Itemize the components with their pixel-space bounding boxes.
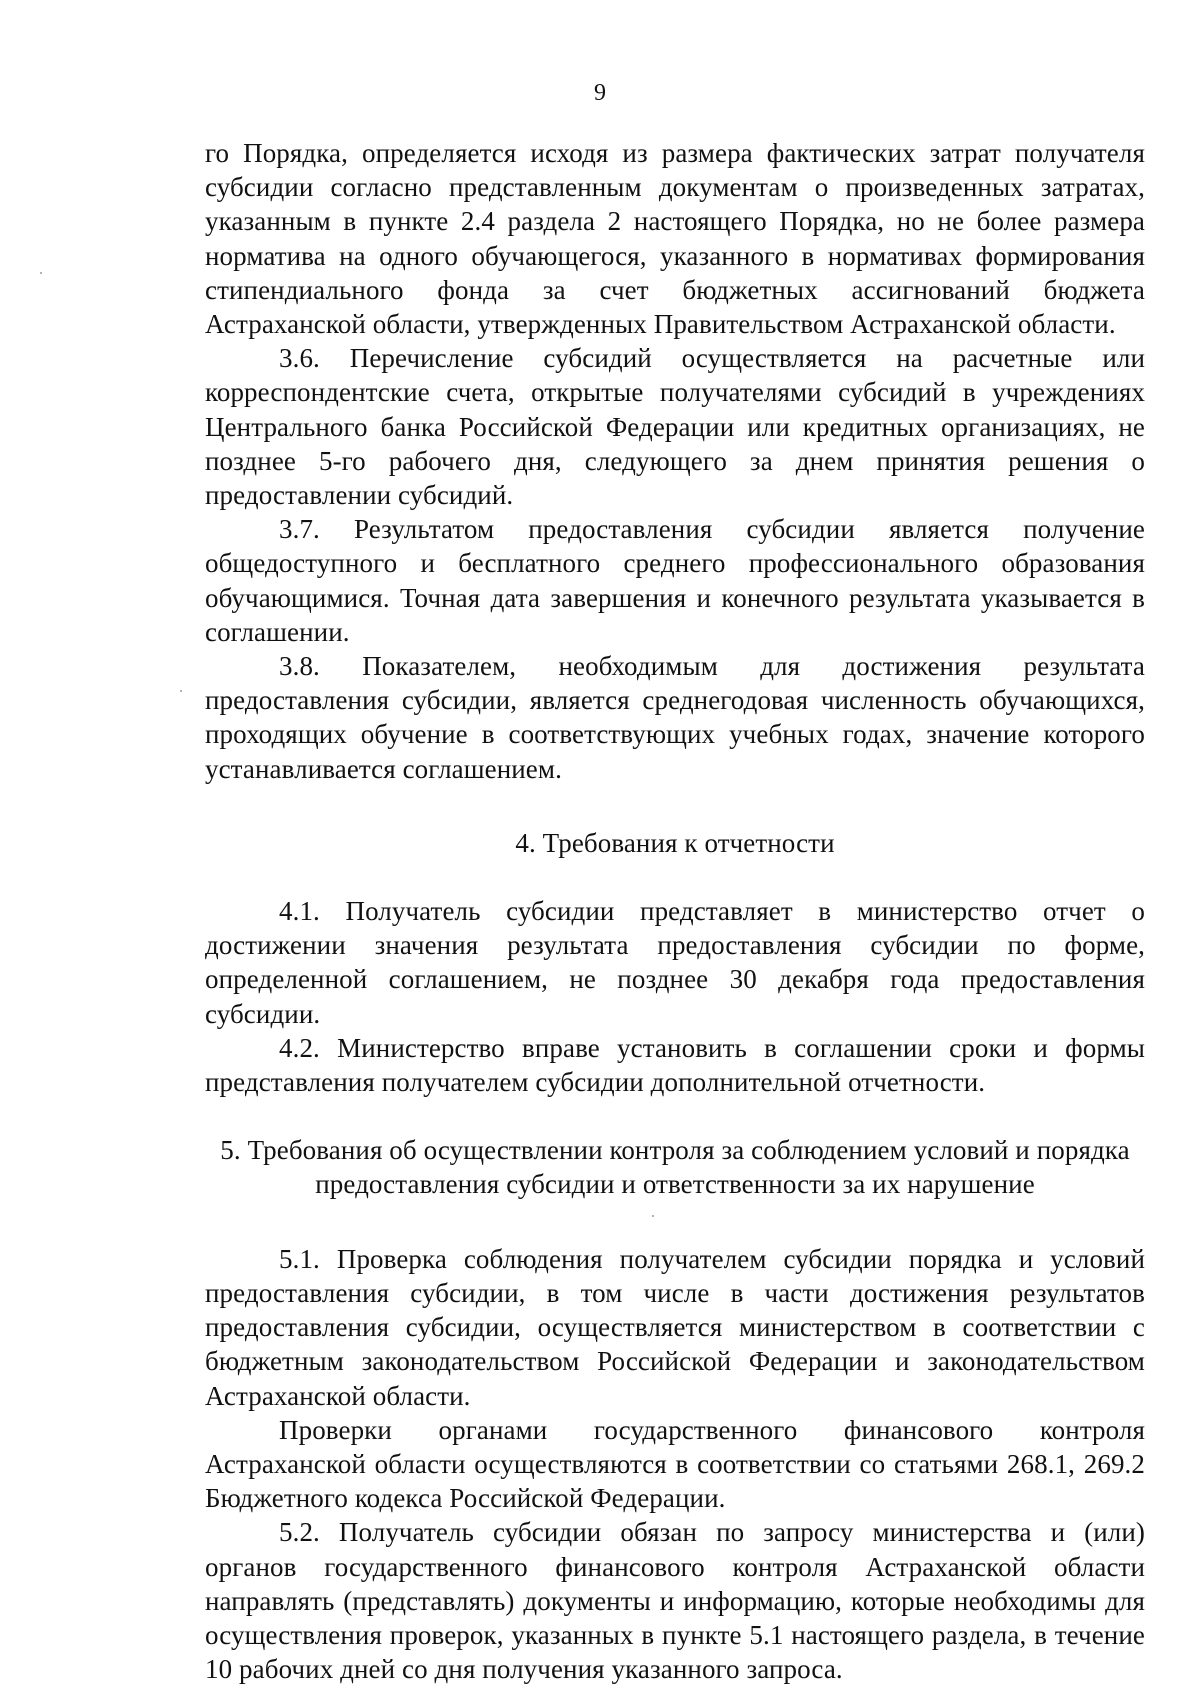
section-4-heading: 4. Требования к отчетности (515, 827, 835, 858)
paragraph-3-8: 3.8. Показателем, необходимым для достижения результата предоставления субсидии, является среднегодовая численность обучающихся, проходящих обучение в соответствующих учебных годах, значение которого устанавливается соглашением. (205, 651, 1145, 784)
paragraph-5-1: 5.1. Проверка соблюдения получателем субсидии порядка и условий предоставления субсидии, в том числе в части достижения результатов предоставления субсидии, осуществляется министерством в соответствии с бюджетным законодательством Российской Федерации и законодательством Астраханской области. (205, 1243, 1145, 1411)
document-body (205, 136, 1145, 1686)
section-5-heading: 5. Требования об осуществлении контроля за соблюдением условий и порядка предоставления субсидии и ответственности за их нарушение (220, 1135, 1130, 1200)
scan-speck (652, 1215, 654, 1217)
paragraph-4-2: 4.2. Министерство вправе установить в соглашении сроки и формы представления получателем субсидии дополнительной отчетности. (205, 1032, 1145, 1098)
page-number: 9 (594, 80, 606, 106)
scan-speck (40, 272, 42, 274)
paragraph-4-1: 4.1. Получатель субсидии представляет в министерство отчет о достижении значения результата предоставления субсидии по форме, определенной соглашением, не позднее 30 декабря года предоставления субсидии. (205, 896, 1145, 1029)
paragraph-5-2: 5.2. Получатель субсидии обязан по запросу министерства и (или) органов государственного финансового контроля Астраханской области направлять (представлять) документы и информацию, которые необходимы для осуществления проверок, указанных в пункте 5.1 настоящего раздела, в течение 10 рабочих дней со дня получения указанного запроса. (205, 1517, 1145, 1685)
paragraph-continuation: го Порядка, определяется исходя из размера фактических затрат получателя субсидии согласно представленным документам о произведенных затратах, указанным в пункте 2.4 раздела 2 настоящего Порядка, но не более размера норматива на одного обучающегося, указанного в нормативах формирования стипендиального фонда за счет бюджетных ассигнований бюджета Астраханской области, утвержденных Правительством Астраханской области. (205, 138, 1145, 340)
paragraph-5-1-audits: Проверки органами государственного финансового контроля Астраханской области осуществляются в соответствии со статьями 268.1, 269.2 Бюджетного кодекса Российской Федерации. (205, 1414, 1145, 1514)
scan-speck (180, 690, 182, 692)
paragraph-3-6: 3.6. Перечисление субсидий осуществляется на расчетные или корреспондентские счета, открытые получателями субсидий в учреждениях Центрального банка Российской Федерации или кредитных организациях, не позднее 5-го рабочего дня, следующего за днем принятия решения о предоставлении субсидий. (205, 343, 1145, 511)
paragraph-3-7: 3.7. Результатом предоставления субсидии является получение общедоступного и бесплатного среднего профессионального образования обучающимися. Точная дата завершения и конечного результата указывается в соглашении. (205, 514, 1145, 647)
